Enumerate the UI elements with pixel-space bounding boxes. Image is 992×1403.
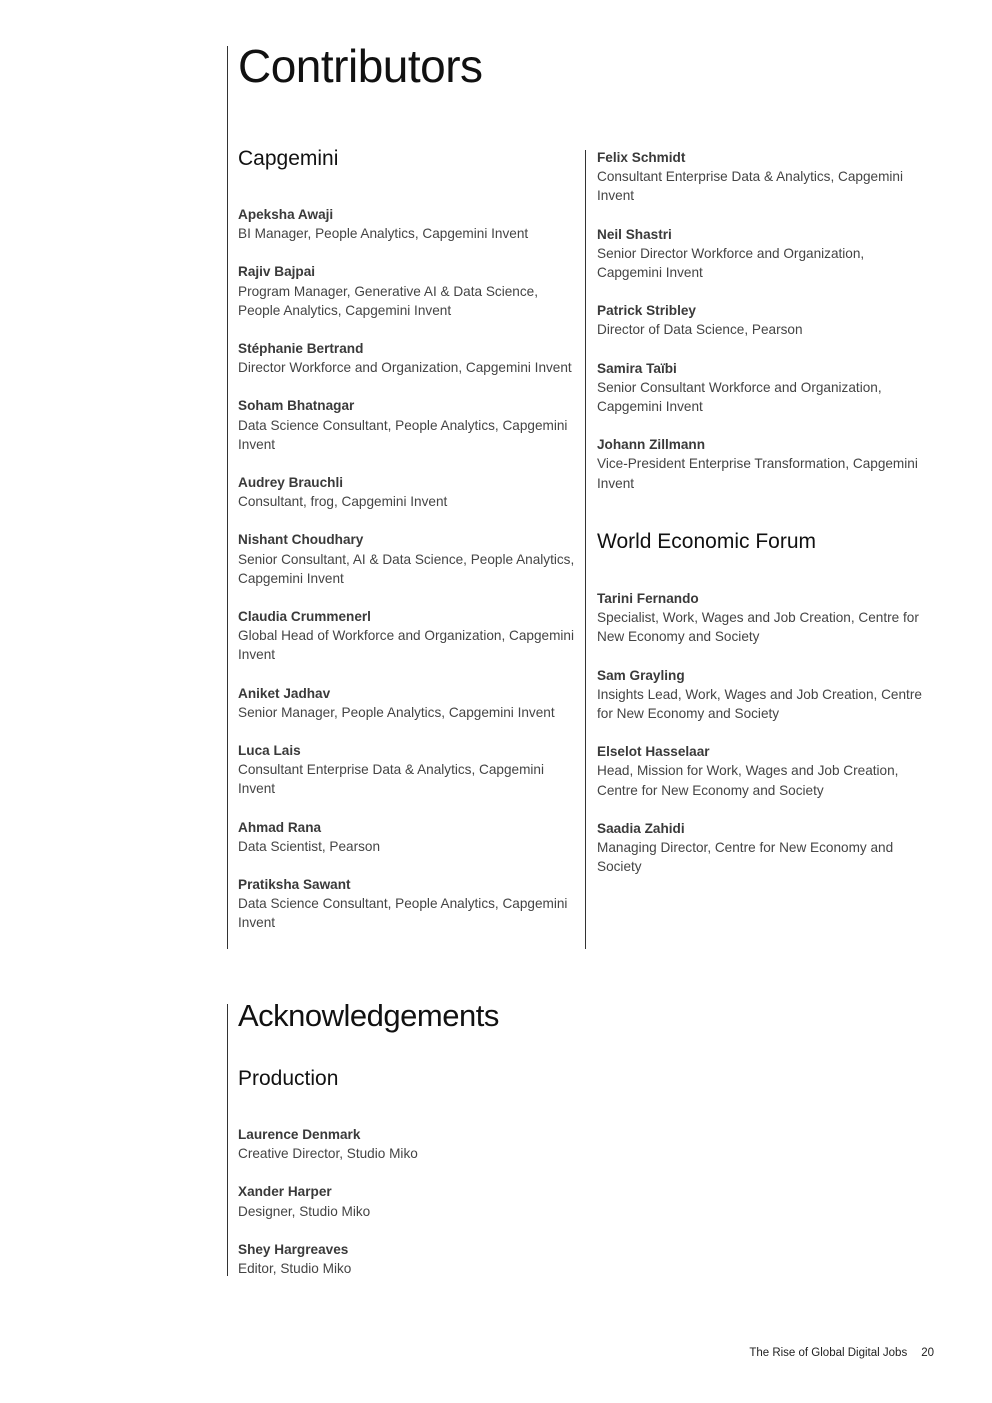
contributor-role: Vice-President Enterprise Transformation, Capgemini Invent: [597, 456, 918, 491]
contributor-name: Sam Grayling: [597, 667, 685, 683]
contributor-role: Head, Mission for Work, Wages and Job Creation, Centre for New Economy and Society: [597, 763, 899, 798]
contributor-name: Aniket Jadhav: [238, 685, 331, 701]
contributor-role: Senior Consultant Workforce and Organization, Capgemini Invent: [597, 379, 882, 415]
production-heading: Production: [238, 1067, 339, 1090]
contributor-entry: [597, 225, 927, 283]
contributor-name: Luca Lais: [238, 743, 301, 759]
contributor-entry: [597, 301, 927, 339]
contributor-entry: [238, 339, 578, 377]
contributor-name: Nishant Choudhary: [238, 532, 364, 548]
contributor-role: Senior Consultant, AI & Data Science, People Analytics, Capgemini Invent: [238, 551, 575, 586]
contributor-role: Consultant, frog, Capgemini Invent: [238, 494, 448, 510]
contributor-name: Soham Bhatnagar: [238, 398, 355, 414]
contributor-role: Editor, Studio Miko: [238, 1261, 352, 1277]
contributor-entry: [238, 741, 578, 799]
contributors-title: Contributors: [238, 40, 483, 92]
contributor-name: Felix Schmidt: [597, 150, 686, 165]
contributor-entry: [597, 435, 927, 493]
contributor-role: Managing Director, Centre for New Economy and Society: [597, 840, 894, 875]
capgemini-heading: Capgemini: [238, 147, 339, 170]
contributor-role: Data Scientist, Pearson: [238, 838, 381, 854]
contributor-name: Patrick Stribley: [597, 303, 696, 319]
contributor-name: Apeksha Awaji: [238, 207, 334, 222]
contributor-name: Shey Hargreaves: [238, 1241, 349, 1257]
page-footer: [749, 1347, 934, 1359]
contributor-entry: [238, 473, 578, 511]
contributor-entry: [238, 396, 578, 454]
wef-heading: World Economic Forum: [597, 530, 817, 553]
contributor-name: Stéphanie Bertrand: [238, 341, 364, 357]
contributor-role: Specialist, Work, Wages and Job Creation, Centre for New Economy and Society: [597, 610, 919, 645]
acknowledgements-divider: [227, 1004, 228, 1276]
contributor-entry: [238, 205, 578, 243]
contributor-role: BI Manager, People Analytics, Capgemini Invent: [238, 226, 529, 242]
contributor-name: Audrey Brauchli: [238, 475, 343, 491]
wef-column: [597, 589, 927, 895]
contributor-name: Xander Harper: [238, 1184, 332, 1200]
contributor-name: Rajiv Bajpai: [238, 264, 316, 280]
contributors-divider: [227, 46, 228, 949]
contributor-entry: [597, 359, 927, 417]
contributor-entry: [238, 262, 578, 320]
contributor-entry: [597, 742, 927, 800]
page-number: 20: [921, 1347, 934, 1359]
contributor-entry: [238, 607, 578, 665]
contributor-name: Tarini Fernando: [597, 591, 699, 606]
contributor-entry: [597, 589, 927, 647]
contributor-role: Data Science Consultant, People Analytics, Capgemini Invent: [238, 896, 568, 931]
contributor-role: Consultant Enterprise Data & Analytics, Capgemini Invent: [597, 169, 904, 204]
contributor-entry: [597, 666, 927, 724]
acknowledgements-title: Acknowledgements: [238, 998, 499, 1033]
contributor-name: Pratiksha Sawant: [238, 877, 351, 893]
report-title: The Rise of Global Digital Jobs: [749, 1347, 908, 1359]
capgemini-column-left: [238, 205, 578, 952]
contributor-role: Senior Manager, People Analytics, Capgemini Invent: [238, 704, 555, 720]
contributor-role: Consultant Enterprise Data & Analytics, Capgemini Invent: [238, 762, 545, 797]
contributor-name: Claudia Crummenerl: [238, 609, 371, 625]
contributor-role: Program Manager, Generative AI & Data Science, People Analytics, Capgemini Invent: [238, 283, 538, 318]
contributor-name: Johann Zillmann: [597, 437, 705, 453]
contributor-role: Global Head of Workforce and Organization, Capgemini Invent: [238, 628, 574, 663]
contributor-entry: [597, 148, 927, 206]
contributor-role: Director Workforce and Organization, Capgemini Invent: [238, 360, 572, 376]
contributor-entry: [597, 819, 927, 877]
contributor-entry: [238, 1240, 578, 1278]
contributor-entry: [238, 818, 578, 856]
production-column: [238, 1125, 578, 1297]
contributor-entry: [238, 1125, 578, 1163]
contributor-name: Samira Taïbi: [597, 360, 677, 376]
contributor-name: Laurence Denmark: [238, 1127, 361, 1142]
capgemini-column-right: [597, 148, 927, 512]
contributor-entry: [238, 530, 578, 588]
contributor-entry: [238, 875, 578, 933]
contributor-role: Insights Lead, Work, Wages and Job Creation, Centre for New Economy and Society: [597, 686, 922, 722]
contributor-entry: [238, 1182, 578, 1220]
contributor-role: Data Science Consultant, People Analytics, Capgemini Invent: [238, 417, 568, 452]
contributor-name: Saadia Zahidi: [597, 820, 685, 836]
contributor-role: Director of Data Science, Pearson: [597, 322, 803, 338]
contributor-role: Designer, Studio Miko: [238, 1203, 371, 1219]
contributor-name: Ahmad Rana: [238, 819, 322, 835]
contributor-name: Neil Shastri: [597, 226, 672, 242]
column-divider: [585, 150, 586, 949]
contributor-role: Creative Director, Studio Miko: [238, 1146, 418, 1162]
contributor-name: Elselot Hasselaar: [597, 744, 710, 760]
contributor-entry: [238, 684, 578, 722]
contributor-role: Senior Director Workforce and Organization, Capgemini Invent: [597, 245, 865, 281]
